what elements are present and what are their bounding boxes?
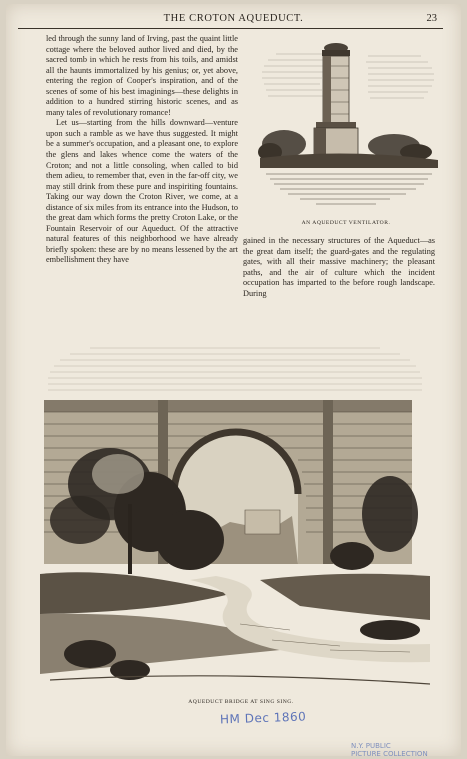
ventilator-caption: AN AQUEDUCT VENTILATOR. xyxy=(301,220,391,226)
running-header xyxy=(6,13,461,27)
library-stamp-line-2: PICTURE COLLECTION xyxy=(351,750,428,758)
right-text-column xyxy=(243,236,435,299)
handwritten-annotation: HM Dec 1860 xyxy=(219,709,307,727)
book-page xyxy=(6,4,461,756)
left-text-column xyxy=(46,34,238,266)
bridge-caption: AQUEDUCT BRIDGE AT SING SING. xyxy=(188,699,294,705)
page-number: 23 xyxy=(426,13,437,24)
header-rule xyxy=(18,28,443,29)
paragraph-1: led through the sunny land of Irving, past the quaint little cottage where the beloved author lived and died, by the sacred tomb in which he rests from his toils, and amidst all the haunts immortalized by his genius; or, yet above, entering the region of Cooper's inspiration, and of the scenes of some of his best imaginings—these delights in addition to a hundred stirring historic scenes, and as many tales of revolutionary romance! xyxy=(46,34,238,117)
aqueduct-bridge-engraving xyxy=(40,344,430,694)
library-stamp-line-1: N.Y. PUBLIC xyxy=(351,742,391,750)
library-stamp xyxy=(351,742,428,758)
right-paragraph: gained in the necessary structures of the Aqueduct—as the great dam itself; the guard-gates and the regulating gates, with all their massive machinery; the pleasant paths, and the air of culture which the incident occupation has imparted to the before rough landscape. During xyxy=(243,236,435,298)
ventilator-engraving xyxy=(256,36,441,216)
paragraph-2: Let us—starting from the hills downward—venture upon such a ramble as we have thus suggested. It might be a summer's occupation, and a pleasant one, to explore the glens and lakes whence come the waters of the Croton; and not a little consoling, when called to bid them adieu, to remember that, even in the far-off city, we may still drink from these pure and inspiriting fountains. Taking our way down the Croton River, we come, at a distance of six miles from its entrance into the Hudson, to the great dam which forms the pretty Croton Lake, or the Fountain Reservoir of our Aqueduct. Of the attractive natural features of this neighborhood we have already briefly spoken: these are by no means lessened by the art embellishment they have xyxy=(46,118,238,265)
running-title: THE CROTON AQUEDUCT. xyxy=(163,13,304,24)
